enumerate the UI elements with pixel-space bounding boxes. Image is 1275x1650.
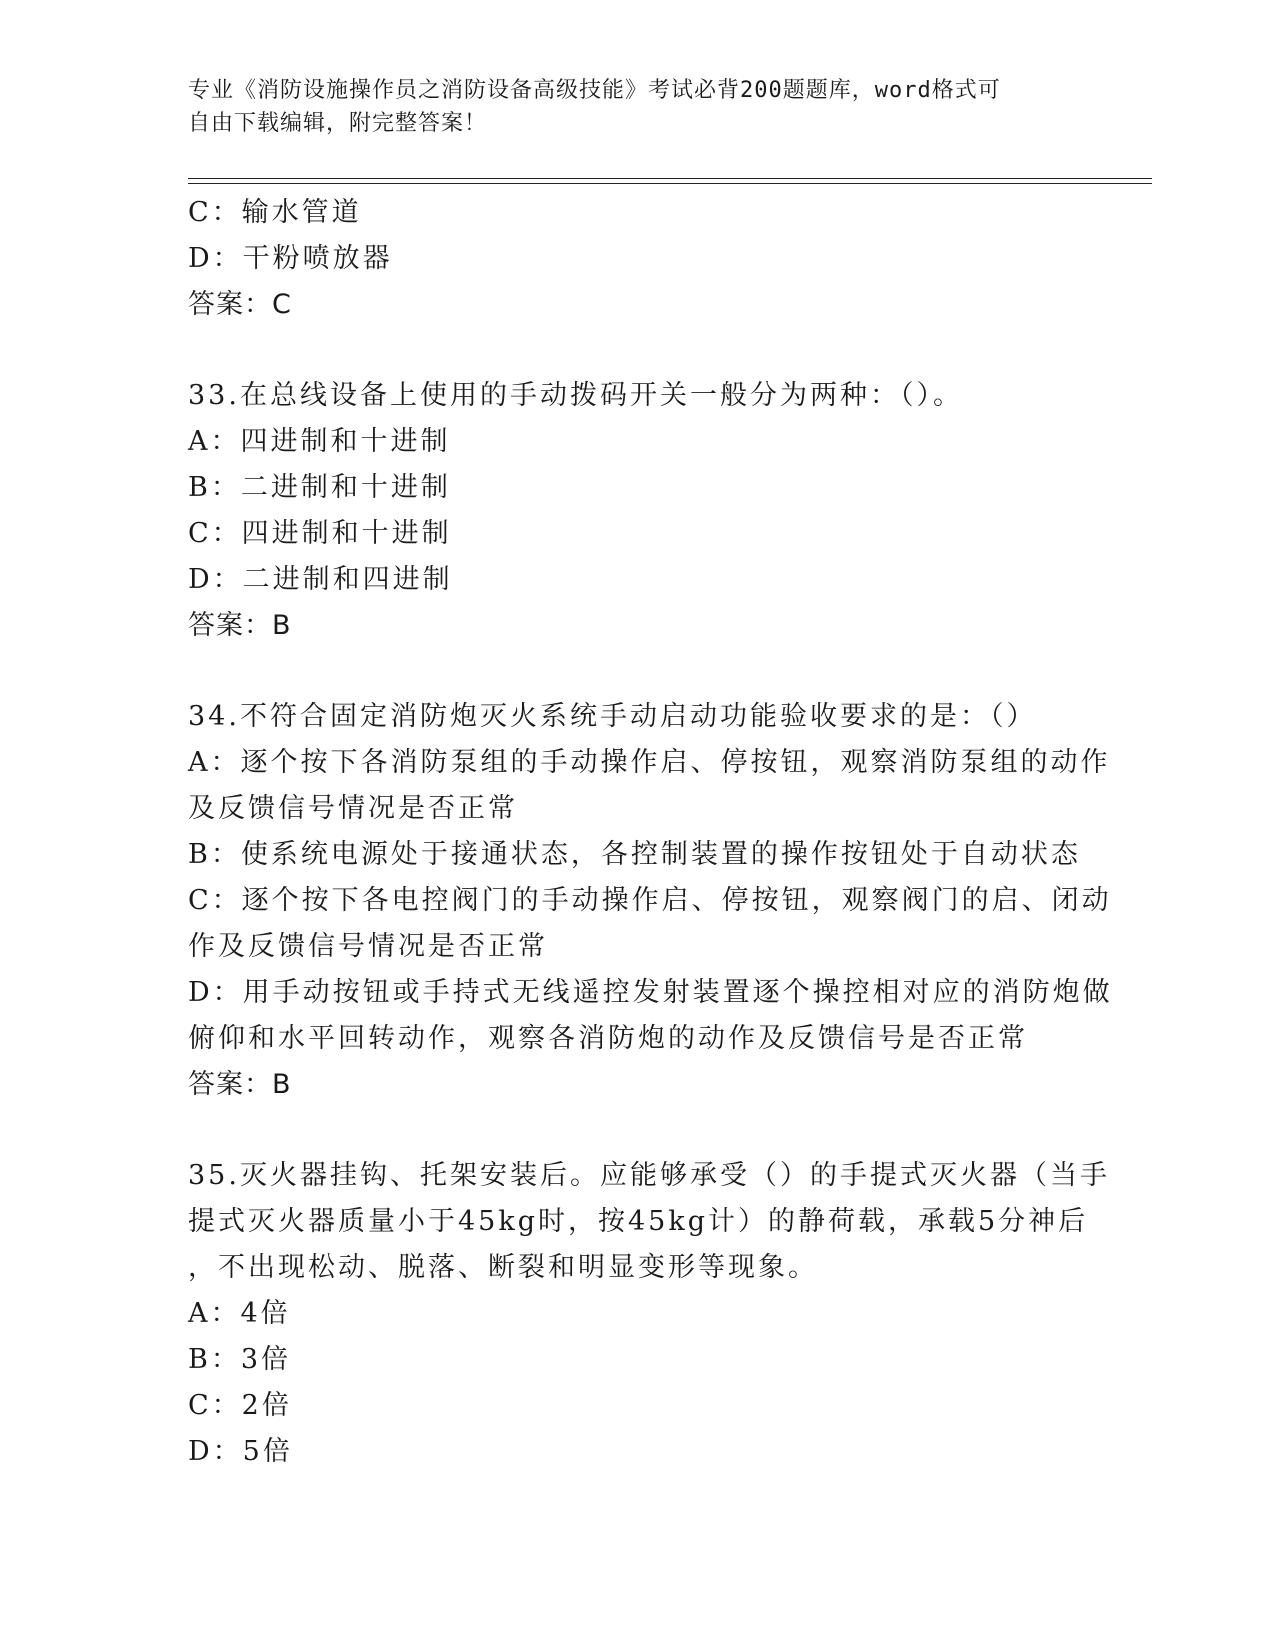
answer: 答案：B [188, 610, 292, 641]
answer: 答案：B [188, 1069, 292, 1100]
question-stem-continued: 提式灭火器质量小于45kg时，按45kg计）的静荷载，承载5分神后 [188, 1206, 1089, 1237]
header-line-2: 自由下载编辑，附完整答案！ [188, 111, 488, 136]
question-content [188, 190, 1113, 1475]
option-c: C：逐个按下各电控阀门的手动操作启、停按钮，观察阀门的启、闭动 [188, 885, 1112, 916]
option-d: D：5倍 [188, 1436, 293, 1467]
option-d: D：干粉喷放器 [188, 243, 393, 274]
option-b: B：二进制和十进制 [188, 472, 451, 503]
option-a: A：逐个按下各消防泵组的手动操作启、停按钮，观察消防泵组的动作 [188, 747, 1111, 778]
option-c-continued: 作及反馈信号情况是否正常 [188, 931, 548, 962]
question-stem-continued: ，不出现松动、脱落、断裂和明显变形等现象。 [188, 1252, 818, 1283]
option-c: C：输水管道 [188, 197, 362, 228]
header-divider-bottom [188, 183, 1152, 184]
question-34 [188, 694, 1113, 1108]
option-a-continued: 及反馈信号情况是否正常 [188, 793, 518, 824]
option-d-continued: 俯仰和水平回转动作，观察各消防炮的动作及反馈信号是否正常 [188, 1023, 1028, 1054]
option-a: A：四进制和十进制 [188, 426, 451, 457]
option-c: C：2倍 [188, 1390, 292, 1421]
document-header [188, 74, 1068, 140]
question-stem: 33.在总线设备上使用的手动拨码开关一般分为两种：（）。 [188, 380, 963, 411]
question-stem: 35.灭火器挂钩、托架安装后。应能够承受（）的手提式灭火器（当手 [188, 1160, 1110, 1191]
option-c: C：四进制和十进制 [188, 518, 452, 549]
option-d: D：用手动按钮或手持式无线遥控发射装置逐个操控相对应的消防炮做 [188, 977, 1113, 1008]
header-line-1: 专业《消防设施操作员之消防设备高级技能》考试必背200题题库，word格式可 [188, 78, 1001, 103]
option-a: A：4倍 [188, 1298, 291, 1329]
option-d: D：二进制和四进制 [188, 564, 453, 595]
question-stem: 34.不符合固定消防炮灭火系统手动启动功能验收要求的是：（） [188, 701, 1037, 732]
question-32-tail [188, 190, 1088, 328]
header-divider-top [188, 178, 1152, 179]
question-33 [188, 373, 1088, 649]
answer: 答案：C [188, 289, 292, 320]
question-35 [188, 1153, 1110, 1475]
option-b: B：3倍 [188, 1344, 292, 1375]
option-b: B：使系统电源处于接通状态，各控制装置的操作按钮处于自动状态 [188, 839, 1081, 870]
